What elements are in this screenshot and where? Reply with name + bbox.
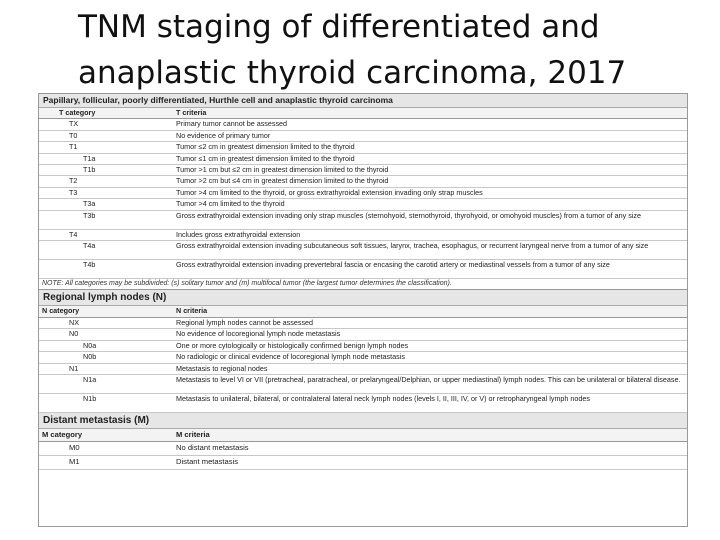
criteria-cell: Tumor ≤1 cm in greatest dimension limited to the thyroid <box>173 153 687 164</box>
table-header-row <box>39 306 687 317</box>
column-header: N criteria <box>173 306 687 317</box>
table-row <box>39 176 687 187</box>
distant-metastasis-section-title: Distant metastasis (M) <box>39 413 687 429</box>
table-note: NOTE: All categories may be subdivided: (s) solitary tumor and (m) multifocal tumor (the largest tumor determines the classification). <box>39 279 687 290</box>
category-cell: NX <box>39 317 173 328</box>
n-category-table <box>39 306 687 412</box>
regional-nodes-section-title: Regional lymph nodes (N) <box>39 290 687 306</box>
column-header: T category <box>39 108 173 119</box>
table-header-row <box>39 429 687 442</box>
category-cell: N0 <box>39 329 173 340</box>
category-cell: T1 <box>39 142 173 153</box>
table-row <box>39 187 687 198</box>
category-cell: M1 <box>39 455 173 469</box>
criteria-cell: Metastasis to unilateral, bilateral, or contralateral lateral neck lymph nodes (levels I, II, III, IV, or V) or retropharyngeal lymph nodes <box>173 393 687 412</box>
criteria-cell: Gross extrathyroidal extension invading subcutaneous soft tissues, larynx, trachea, esophagus, or recurrent laryngeal nerve from a tumor of any size <box>173 241 687 260</box>
table-header-row <box>39 108 687 119</box>
column-header: T criteria <box>173 108 687 119</box>
criteria-cell: Metastasis to regional nodes <box>173 363 687 374</box>
table-row <box>39 199 687 210</box>
slide-title: TNM staging of differentiated and anaplastic thyroid carcinoma, 2017 <box>78 9 627 91</box>
category-cell: N1b <box>39 393 173 412</box>
criteria-cell: Tumor >4 cm limited to the thyroid, or gross extrathyroidal extension invading only strap muscles <box>173 187 687 198</box>
criteria-cell: Tumor >4 cm limited to the thyroid <box>173 199 687 210</box>
table-row <box>39 119 687 130</box>
table-row <box>39 279 687 290</box>
category-cell: M0 <box>39 441 173 455</box>
column-header: N category <box>39 306 173 317</box>
criteria-cell: No radiologic or clinical evidence of locoregional lymph node metastasis <box>173 352 687 363</box>
t-category-table <box>39 108 687 290</box>
criteria-cell: Includes gross extrathyroidal extension <box>173 229 687 240</box>
criteria-cell: No evidence of primary tumor <box>173 130 687 141</box>
column-header: M category <box>39 429 173 442</box>
category-cell: T4b <box>39 260 173 279</box>
table-row <box>39 455 687 469</box>
table-row <box>39 260 687 279</box>
criteria-cell: No distant metastasis <box>173 441 687 455</box>
category-cell: N1 <box>39 363 173 374</box>
category-cell: T1b <box>39 165 173 176</box>
category-cell: N0b <box>39 352 173 363</box>
category-cell: T4a <box>39 241 173 260</box>
m-category-table <box>39 429 687 470</box>
criteria-cell: Distant metastasis <box>173 455 687 469</box>
staging-document <box>38 93 688 527</box>
category-cell: TX <box>39 119 173 130</box>
criteria-cell: Tumor >2 cm but ≤4 cm in greatest dimension limited to the thyroid <box>173 176 687 187</box>
category-cell: N1a <box>39 374 173 393</box>
table-row <box>39 393 687 412</box>
table-row <box>39 229 687 240</box>
table-row <box>39 153 687 164</box>
table-row <box>39 241 687 260</box>
criteria-cell: Gross extrathyroidal extension invading only strap muscles (sternohyoid, sternothyroid, thyrohyoid, or omohyoid muscles) from a tumor of any size <box>173 210 687 229</box>
category-cell: N0a <box>39 340 173 351</box>
criteria-cell: Tumor >1 cm but ≤2 cm in greatest dimension limited to the thyroid <box>173 165 687 176</box>
criteria-cell: One or more cytologically or histologically confirmed benign lymph nodes <box>173 340 687 351</box>
criteria-cell: Gross extrathyroidal extension invading prevertebral fascia or encasing the carotid artery or mediastinal vessels from a tumor of any size <box>173 260 687 279</box>
criteria-cell: Tumor ≤2 cm in greatest dimension limited to the thyroid <box>173 142 687 153</box>
table-row <box>39 210 687 229</box>
table-row <box>39 165 687 176</box>
criteria-cell: Regional lymph nodes cannot be assessed <box>173 317 687 328</box>
category-cell: T1a <box>39 153 173 164</box>
category-cell: T2 <box>39 176 173 187</box>
criteria-cell: No evidence of locoregional lymph node metastasis <box>173 329 687 340</box>
primary-tumor-section-title: Papillary, follicular, poorly differentiated, Hurthle cell and anaplastic thyroid carcinoma <box>39 94 687 108</box>
table-row <box>39 352 687 363</box>
criteria-cell: Primary tumor cannot be assessed <box>173 119 687 130</box>
category-cell: T0 <box>39 130 173 141</box>
table-row <box>39 130 687 141</box>
criteria-cell: Metastasis to level VI or VII (pretracheal, paratracheal, or prelaryngeal/Delphian, or upper mediastinal) lymph nodes. This can be unilateral or bilateral disease. <box>173 374 687 393</box>
table-row <box>39 329 687 340</box>
category-cell: T4 <box>39 229 173 240</box>
column-header: M criteria <box>173 429 687 442</box>
table-row <box>39 340 687 351</box>
category-cell: T3a <box>39 199 173 210</box>
table-row <box>39 317 687 328</box>
table-row <box>39 363 687 374</box>
table-row <box>39 374 687 393</box>
table-row <box>39 441 687 455</box>
table-row <box>39 142 687 153</box>
category-cell: T3b <box>39 210 173 229</box>
category-cell: T3 <box>39 187 173 198</box>
